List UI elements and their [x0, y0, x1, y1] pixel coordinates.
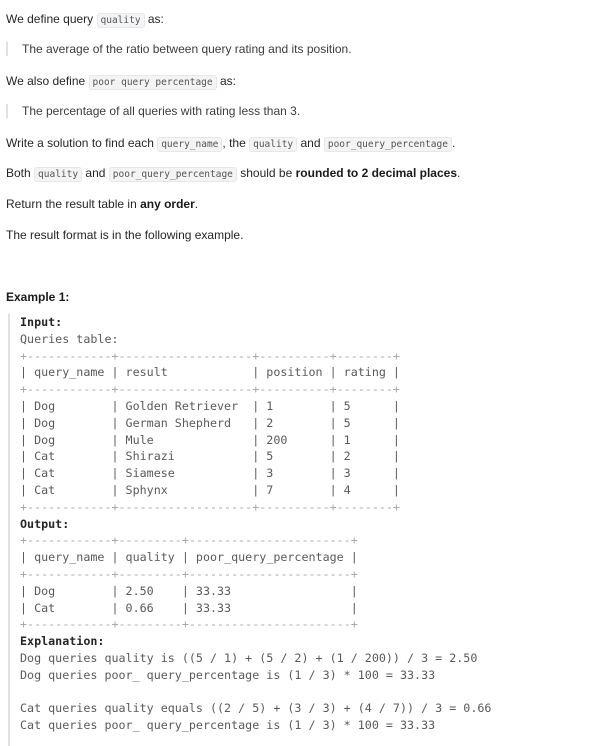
- table-caption: Queries table:: [20, 331, 119, 346]
- explanation-line: Cat queries quality equals ((2 / 5) + (3 / 3) + (4 / 7)) / 3 = 0.66: [20, 701, 492, 716]
- order-line: Return the result table in any order.: [6, 197, 199, 211]
- inline-code: poor query percentage: [89, 75, 217, 90]
- table-header: | query_name | result | position | rating |: [20, 365, 400, 380]
- table-row: | Cat | Siamese | 3 | 3 |: [20, 466, 400, 481]
- example-code: [20, 314, 592, 734]
- table-header: | query_name | quality | poor_query_percentage |: [20, 550, 358, 565]
- inline-code: quality: [97, 13, 145, 28]
- format-line: The result format is in the following example.: [6, 228, 244, 242]
- table-row: | Dog | Golden Retriever | 1 | 5 |: [20, 398, 400, 413]
- table-border: +------------+---------+-----------------------+: [20, 533, 358, 548]
- instruction-line: Write a solution to find each query_name , the quality and poor_query_percentage .: [6, 136, 456, 150]
- inline-code: poor_query_percentage: [109, 167, 237, 182]
- inline-code: quality: [249, 137, 297, 152]
- quality-blockquote: The average of the ratio between query rating and its position.: [6, 42, 352, 56]
- table-border: +------------+-------------------+----------+--------+: [20, 382, 400, 397]
- table-border: +------------+---------+-----------------------+: [20, 617, 358, 632]
- explanation-line: Dog queries poor_ query_percentage is (1 / 3) * 100 = 33.33: [20, 667, 436, 682]
- explanation-line: Dog queries quality is ((5 / 1) + (5 / 2) + (1 / 200)) / 3 = 2.50: [20, 650, 478, 665]
- poor-definition: We also define poor query percentage as:: [6, 74, 236, 88]
- output-label: Output:: [20, 516, 70, 531]
- input-label: Input:: [20, 315, 63, 329]
- table-row: | Cat | 0.66 | 33.33 |: [20, 600, 358, 615]
- table-row: | Dog | Mule | 200 | 1 |: [20, 432, 400, 447]
- quality-definition: We define query quality as:: [6, 12, 164, 26]
- table-row: | Cat | Shirazi | 5 | 2 |: [20, 449, 400, 464]
- inline-code: poor_query_percentage: [324, 137, 452, 152]
- rounding-line: Both quality and poor_query_percentage should be rounded to 2 decimal places.: [6, 166, 461, 180]
- table-row: | Cat | Sphynx | 7 | 4 |: [20, 482, 400, 497]
- explanation-label: Explanation:: [20, 634, 105, 649]
- table-border: +------------+-------------------+----------+--------+: [20, 348, 400, 363]
- table-border: +------------+-------------------+----------+--------+: [20, 499, 400, 514]
- example-block: [8, 314, 592, 746]
- table-row: | Dog | 2.50 | 33.33 |: [20, 583, 358, 598]
- explanation-line: Cat queries poor_ query_percentage is (1 / 3) * 100 = 33.33: [20, 718, 436, 733]
- table-row: | Dog | German Shepherd | 2 | 5 |: [20, 415, 400, 430]
- inline-code: quality: [34, 167, 82, 182]
- poor-blockquote: The percentage of all queries with rating less than 3.: [6, 104, 300, 118]
- inline-code: query_name: [157, 137, 222, 152]
- example-title: Example 1:: [6, 290, 70, 304]
- table-border: +------------+---------+-----------------------+: [20, 566, 358, 581]
